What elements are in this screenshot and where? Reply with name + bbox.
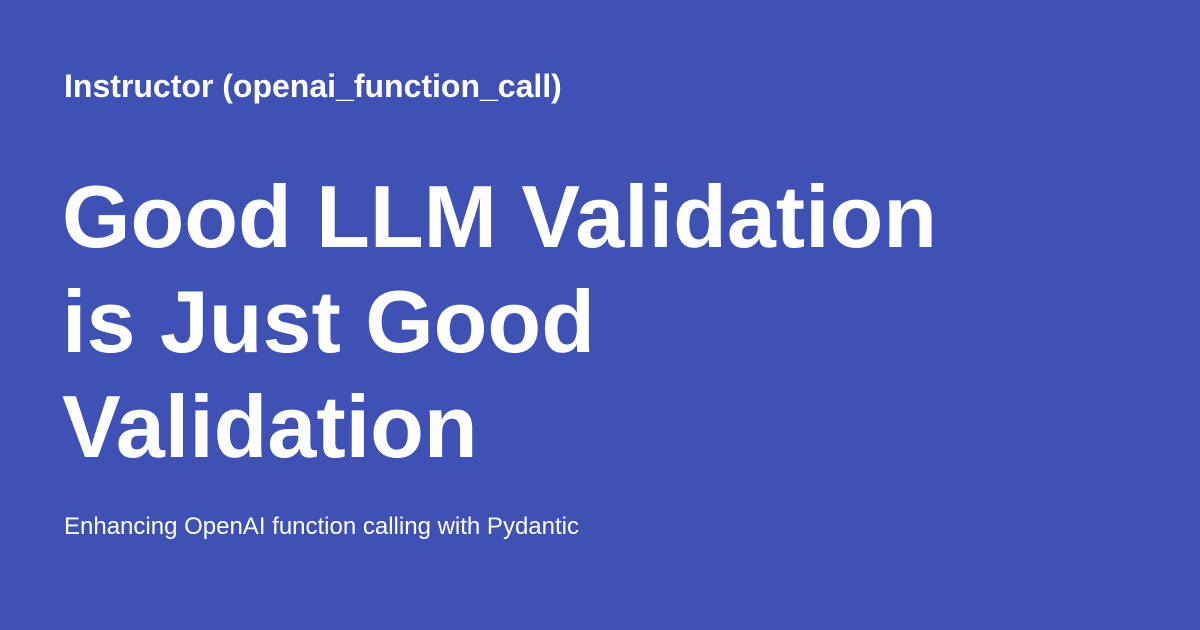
page-title-line-1: Good LLM Validation bbox=[62, 167, 938, 266]
page-title-line-3: Validation bbox=[62, 377, 478, 476]
page-description: Enhancing OpenAI function calling with Pydantic bbox=[64, 513, 579, 540]
page-title bbox=[62, 164, 1062, 479]
site-name: Instructor (openai_function_call) bbox=[64, 68, 562, 104]
page-title-line-2: is Just Good bbox=[62, 272, 595, 371]
